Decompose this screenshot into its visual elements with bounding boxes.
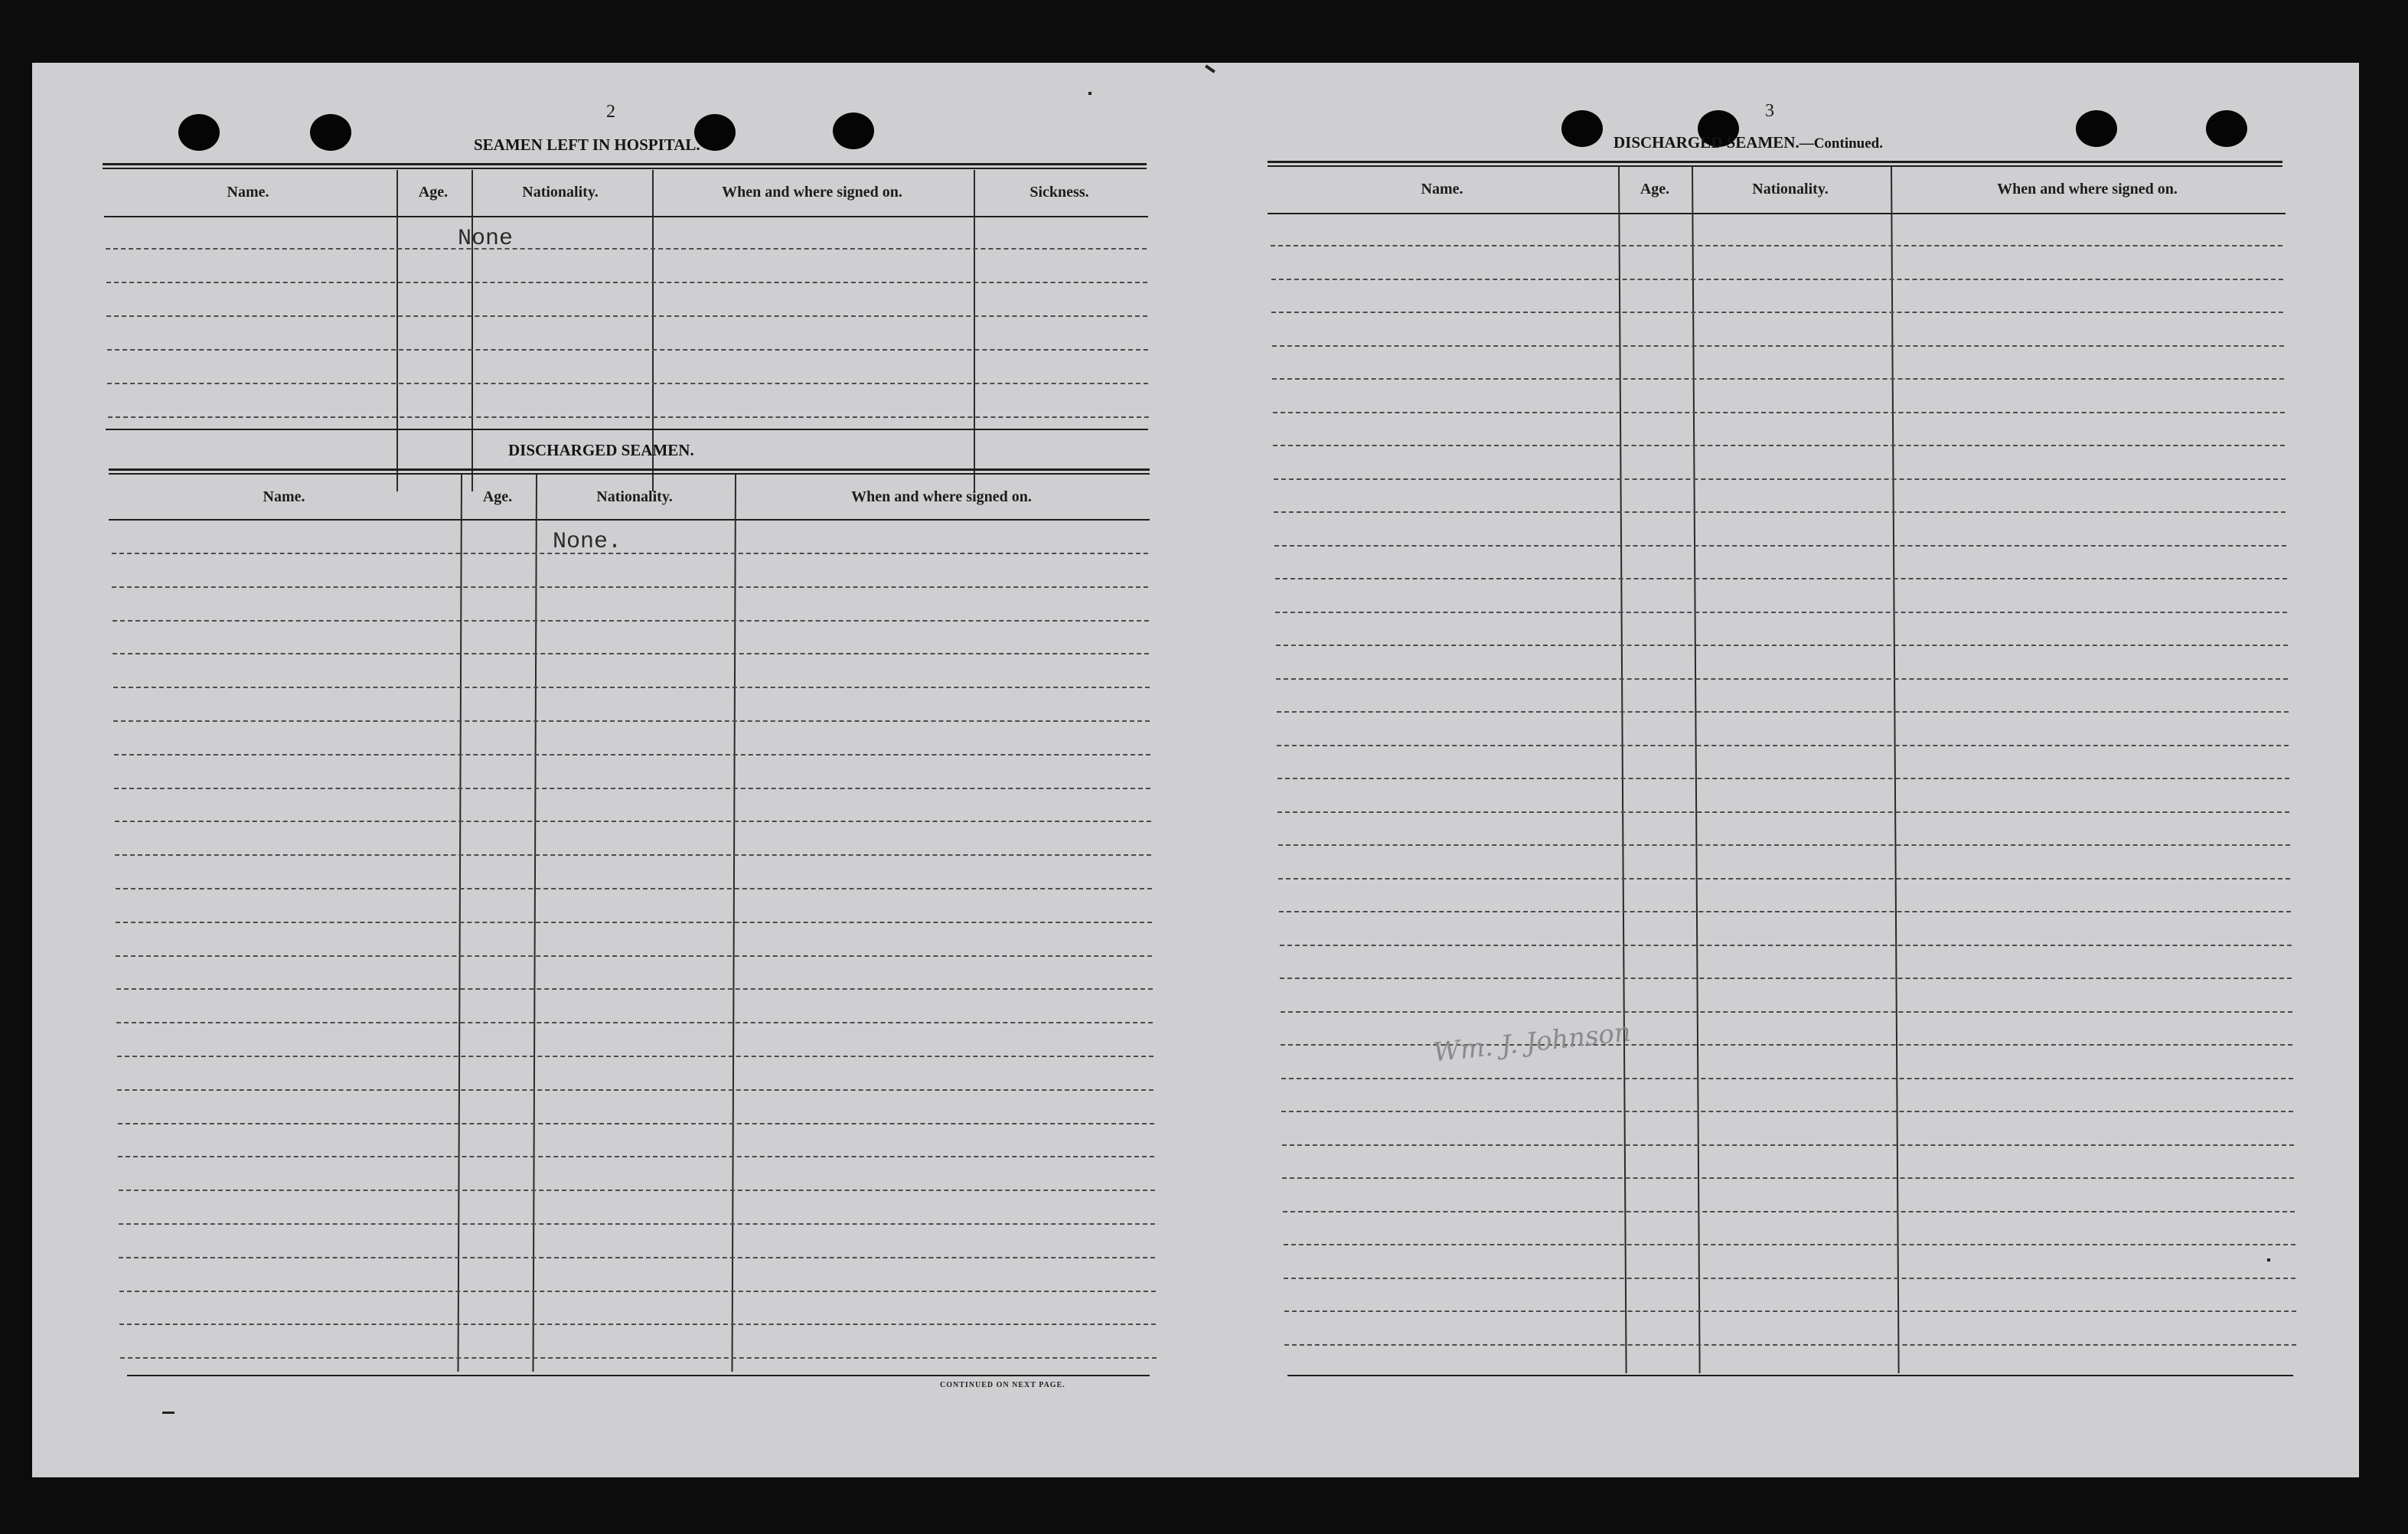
row-dash-line xyxy=(113,720,1150,722)
discharged-bottom-rule xyxy=(127,1375,1150,1376)
discharged-top-rule-2 xyxy=(109,473,1150,475)
paper-mark xyxy=(1205,64,1215,73)
row-dash-line xyxy=(1271,312,2283,313)
right-top-rule-2 xyxy=(1268,165,2282,167)
row-dash-line xyxy=(1274,478,2286,480)
row-dash-line xyxy=(119,1323,1156,1325)
row-dash-line xyxy=(1280,945,2292,946)
row-dash-line xyxy=(1272,345,2284,347)
row-dash-line xyxy=(115,821,1151,822)
discharged-col-divider xyxy=(457,475,462,1372)
faint-signature: Wm. J. Johnson xyxy=(1431,1017,1633,1069)
right-header-nationality: Nationality. xyxy=(1752,181,1829,197)
row-dash-line xyxy=(119,1291,1156,1292)
row-dash-line xyxy=(114,754,1150,756)
left-page-number: 2 xyxy=(606,102,615,122)
right-section-title xyxy=(1613,133,1883,152)
right-header-age: Age. xyxy=(1640,181,1670,197)
continued-footer: CONTINUED ON NEXT PAGE. xyxy=(940,1381,1065,1389)
row-dash-line xyxy=(1275,578,2287,579)
discharged-header-nationality: Nationality. xyxy=(596,488,673,505)
punch-hole xyxy=(2076,110,2117,147)
row-dash-line xyxy=(1284,1310,2296,1312)
row-dash-line xyxy=(1271,279,2283,280)
punch-hole xyxy=(2206,110,2247,147)
right-col-divider xyxy=(1692,167,1701,1373)
right-top-rule xyxy=(1268,161,2282,163)
row-dash-line xyxy=(1274,511,2286,513)
row-dash-line xyxy=(1283,1211,2295,1213)
discharged-header-age: Age. xyxy=(482,488,513,505)
row-dash-line xyxy=(1278,878,2290,880)
row-dash-line xyxy=(116,955,1152,957)
row-dash-line xyxy=(117,1089,1153,1091)
row-dash-line xyxy=(1271,245,2282,246)
row-dash-line xyxy=(1282,1177,2294,1179)
right-header-name: Name. xyxy=(1421,181,1463,197)
row-dash-line xyxy=(1281,1011,2292,1013)
hospital-section-title: SEAMEN LEFT IN HOSPITAL. xyxy=(474,135,700,154)
hospital-header-age: Age. xyxy=(418,184,449,201)
row-dash-line xyxy=(1284,1244,2295,1245)
hospital-none-entry: None xyxy=(458,226,514,252)
discharged-header-name: Name. xyxy=(263,488,305,505)
row-dash-line xyxy=(107,349,1148,351)
right-page-number: 3 xyxy=(1765,101,1774,121)
row-dash-line xyxy=(1280,978,2292,979)
row-dash-line xyxy=(1281,1111,2293,1112)
row-dash-line xyxy=(112,586,1148,588)
row-dash-line xyxy=(113,620,1149,622)
row-dash-line xyxy=(113,653,1149,654)
punch-hole xyxy=(310,114,351,151)
row-dash-line xyxy=(107,383,1148,384)
row-dash-line xyxy=(119,1223,1155,1225)
hospital-col-divider xyxy=(974,170,975,491)
row-dash-line xyxy=(1277,711,2289,713)
right-title-suffix: —Continued. xyxy=(1799,135,1883,152)
row-dash-line xyxy=(106,282,1147,283)
row-dash-line xyxy=(118,1156,1154,1157)
row-dash-line xyxy=(106,248,1147,250)
row-dash-line xyxy=(115,854,1151,856)
discharged-header-signed: When and where signed on. xyxy=(851,488,1032,505)
row-dash-line xyxy=(1281,1078,2293,1079)
punch-hole xyxy=(178,114,220,151)
row-dash-line xyxy=(120,1357,1157,1359)
hospital-col-divider xyxy=(471,170,473,491)
hospital-top-rule-2 xyxy=(103,168,1147,169)
right-col-divider xyxy=(1618,167,1627,1373)
row-dash-line xyxy=(1272,378,2284,380)
hospital-header-signed: When and where signed on. xyxy=(722,184,902,201)
punch-hole xyxy=(1561,110,1603,147)
row-dash-line xyxy=(1277,745,2289,746)
discharged-none-entry: None. xyxy=(553,529,622,555)
right-bottom-rule xyxy=(1287,1375,2293,1376)
hospital-bottom-rule xyxy=(106,429,1148,430)
row-dash-line xyxy=(113,687,1150,688)
row-dash-line xyxy=(1273,445,2285,446)
punch-hole xyxy=(833,113,874,149)
hospital-header-underline xyxy=(104,216,1148,217)
row-dash-line xyxy=(1279,911,2291,912)
discharged-col-divider xyxy=(532,475,537,1372)
right-header-signed: When and where signed on. xyxy=(1997,181,2178,197)
row-dash-line xyxy=(116,988,1153,990)
row-dash-line xyxy=(1274,545,2286,547)
paper-mark xyxy=(2267,1258,2270,1261)
paper-mark xyxy=(162,1412,175,1414)
discharged-top-rule xyxy=(109,468,1150,471)
hospital-header-nationality: Nationality. xyxy=(522,184,599,201)
row-dash-line xyxy=(108,416,1149,418)
row-dash-line xyxy=(1282,1144,2294,1146)
right-header-underline xyxy=(1268,213,2286,214)
row-dash-line xyxy=(1275,612,2287,613)
discharged-header-underline xyxy=(109,519,1150,521)
row-dash-line xyxy=(1276,645,2288,646)
hospital-header-name: Name. xyxy=(227,184,269,201)
row-dash-line xyxy=(116,888,1152,889)
row-dash-line xyxy=(118,1123,1154,1124)
row-dash-line xyxy=(1273,412,2285,413)
row-dash-line xyxy=(114,788,1150,789)
row-dash-line xyxy=(1276,678,2288,680)
paper-mark xyxy=(1088,92,1091,95)
hospital-header-sickness: Sickness. xyxy=(1029,184,1089,201)
row-dash-line xyxy=(116,1022,1153,1023)
row-dash-line xyxy=(1277,811,2289,813)
row-dash-line xyxy=(112,553,1148,554)
punch-hole xyxy=(694,114,736,151)
right-col-divider xyxy=(1891,167,1900,1373)
row-dash-line xyxy=(117,1056,1153,1057)
row-dash-line xyxy=(119,1190,1155,1191)
row-dash-line xyxy=(1278,844,2290,846)
hospital-top-rule xyxy=(103,163,1147,165)
discharged-section-title: DISCHARGED SEAMEN. xyxy=(508,441,694,459)
right-title-text: DISCHARGED SEAMEN. xyxy=(1613,133,1799,152)
row-dash-line xyxy=(1277,778,2289,779)
manifest-sheet xyxy=(32,63,2359,1477)
hospital-col-divider xyxy=(396,170,398,491)
row-dash-line xyxy=(119,1257,1155,1258)
row-dash-line xyxy=(1284,1278,2295,1279)
row-dash-line xyxy=(106,315,1147,317)
row-dash-line xyxy=(116,922,1152,923)
discharged-col-divider xyxy=(731,475,736,1372)
row-dash-line xyxy=(1284,1344,2296,1346)
